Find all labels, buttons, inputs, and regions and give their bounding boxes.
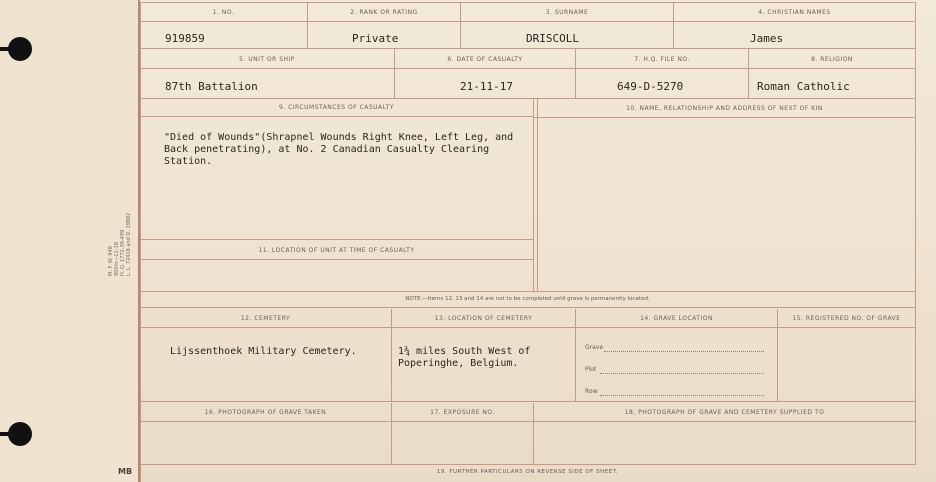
field-label: 1. NO. bbox=[212, 9, 235, 16]
field-exposure bbox=[392, 403, 534, 465]
date-value: 21-11-17 bbox=[460, 80, 513, 93]
field-label: 13. LOCATION OF CEMETERY bbox=[434, 315, 533, 322]
row-label: Row bbox=[585, 388, 598, 395]
field-surname bbox=[461, 2, 674, 49]
cemetery-location-line: Poperinghe, Belgium. bbox=[398, 358, 519, 369]
circumstances-line: Back penetrating), at No. 2 Canadian Casualty Clearing bbox=[164, 144, 490, 155]
field-circumstances bbox=[140, 99, 534, 240]
field-label: 11. LOCATION OF UNIT AT TIME OF CASUALTY bbox=[258, 247, 415, 254]
field-rank bbox=[308, 2, 461, 49]
field-photo-supplied bbox=[534, 403, 915, 465]
field-label: 8. RELIGION bbox=[811, 56, 853, 63]
circumstances-line: "Died of Wounds"(Shrapnel Wounds Right Knee, Left Leg, and bbox=[164, 132, 514, 143]
field-unit bbox=[140, 49, 395, 99]
file-number-value: 649-D-5270 bbox=[617, 80, 684, 93]
cemetery-value: Lijssenthoek Military Cemetery. bbox=[170, 346, 357, 357]
field-label: 15. REGISTERED NO. OF GRAVE bbox=[792, 315, 901, 322]
field-label: 10. NAME, RELATIONSHIP AND ADDRESS OF NEXT OF KIN bbox=[626, 105, 823, 112]
field-label: 5. UNIT OR SHIP bbox=[239, 56, 295, 63]
field-label: 6. DATE OF CASUALTY bbox=[447, 56, 523, 63]
rank-value: Private bbox=[352, 32, 399, 45]
field-registered-number bbox=[778, 309, 915, 402]
field-grave-location bbox=[576, 309, 778, 402]
field-label: 18. PHOTOGRAPH OF GRAVE AND CEMETERY SUPPLIED TO bbox=[624, 409, 825, 416]
cemetery-location-line: 1¾ miles South West of bbox=[398, 346, 531, 357]
field-unit-location bbox=[140, 240, 534, 292]
field-label: 16. PHOTOGRAPH OF GRAVE TAKEN bbox=[204, 409, 327, 416]
field-label: 14. GRAVE LOCATION bbox=[640, 315, 713, 322]
field-photo-taken bbox=[140, 403, 392, 465]
circumstances-line: Station. bbox=[164, 156, 213, 167]
field-label: 9. CIRCUMSTANCES OF CASUALTY bbox=[278, 104, 395, 111]
grave-label: Grave bbox=[585, 344, 604, 351]
service-number: 919859 bbox=[165, 32, 205, 45]
field-label: 17. EXPOSURE NO. bbox=[430, 409, 495, 416]
imprint-line: L. L. 72418 and D. 19882 bbox=[126, 212, 132, 276]
card-stub bbox=[0, 0, 140, 482]
field-next-of-kin bbox=[534, 99, 915, 292]
field-label: 4. CHRISTIAN NAMES bbox=[758, 9, 831, 16]
binder-hole-top bbox=[8, 37, 32, 61]
field-label: 3. SURNAME bbox=[545, 9, 589, 16]
field-christian-names bbox=[674, 2, 915, 49]
binder-hole-bottom bbox=[8, 422, 32, 446]
christian-names-value: James bbox=[750, 32, 784, 45]
printer-imprint bbox=[108, 212, 138, 276]
field-label: 2. RANK OR RATING bbox=[350, 9, 418, 16]
field-label: 7. H.Q. FILE NO. bbox=[634, 56, 690, 63]
imprint-line: H. Q. 1772-39-499 bbox=[120, 229, 126, 276]
unit-value: 87th Battalion bbox=[165, 80, 258, 93]
plot-label: Plot bbox=[585, 366, 597, 373]
cemetery-location-value bbox=[398, 346, 530, 370]
field-date-of-casualty bbox=[395, 49, 576, 99]
stamp-initials: MB bbox=[118, 467, 133, 476]
field-cemetery-location bbox=[392, 309, 576, 402]
surname-value: DRISCOLL bbox=[526, 32, 579, 45]
footer-text: 19. FURTHER PARTICULARS ON REVERSE SIDE OF SHEET. bbox=[436, 469, 619, 475]
field-label: 12. CEMETERY bbox=[240, 315, 291, 322]
religion-value: Roman Catholic bbox=[757, 80, 850, 93]
field-religion bbox=[749, 49, 915, 99]
imprint-line: M. F. W. 948 bbox=[108, 246, 114, 276]
imprint-line: 950m—12-18 bbox=[114, 242, 120, 276]
field-hq-file bbox=[576, 49, 749, 99]
field-cemetery bbox=[140, 309, 392, 402]
field-number bbox=[140, 2, 308, 49]
circumstances-text bbox=[164, 132, 513, 168]
note-text: NOTE.—Items 12, 13 and 14 are not to be completed until grave is permanently located. bbox=[405, 296, 650, 302]
